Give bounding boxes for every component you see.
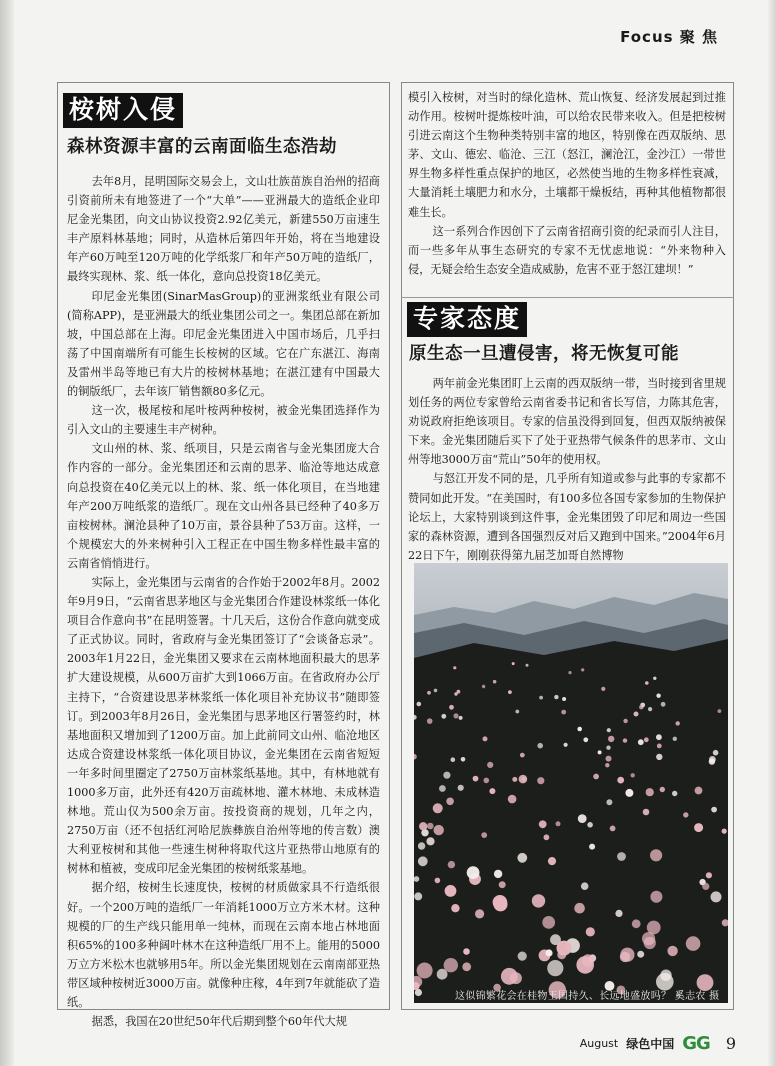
blossom	[554, 695, 558, 699]
blossom	[467, 866, 480, 879]
blossom	[648, 707, 652, 711]
blossom	[589, 844, 595, 850]
blossom	[418, 842, 425, 849]
blossom	[519, 775, 528, 784]
right-article-body	[408, 374, 726, 565]
blossom	[582, 954, 594, 966]
blossom	[709, 756, 716, 763]
paragraph: 据介绍，桉树生长速度快，桉树的材质做家具不行造纸很好。一个200万吨的造纸厂一年消耗1000万立方米木材。这种规模的厂的生产线只能用单一纯林，而现在云南本地占林地面积65%的100多种阔叶林木在这种造纸厂用不上。能用的5000万立方米松木也就够用5年。所以金光集团规划在云南南部亚热带区域种桉树近3000万亩。就像种庄稼，4年到7年就能砍了造纸。	[67, 881, 380, 1010]
blossom	[610, 826, 616, 832]
blossom	[532, 894, 545, 907]
blossom	[645, 681, 649, 685]
blossom	[608, 736, 614, 742]
blossom	[508, 795, 517, 804]
blossom	[702, 883, 709, 890]
blossom	[647, 921, 661, 935]
blossom	[672, 791, 677, 796]
paragraph: 两年前金光集团盯上云南的西双版纳一带，当时接到省里规划任务的两位专家曾给云南省委书记和省长写信，力陈其危害，劝说政府拒绝该项目。专家的信虽没得到回复，但西双版纳被保下来。金光集团随后买下了处于亚热带气候条件的思茅市、文山州等地3000万亩“荒山”50年的使用权。	[408, 377, 726, 467]
blossom	[657, 744, 662, 749]
blossom	[461, 757, 466, 762]
blossom	[615, 910, 622, 917]
right-intro-body	[408, 88, 726, 279]
blossom	[434, 825, 444, 835]
blossom	[427, 691, 431, 695]
blossom	[494, 870, 502, 878]
paragraph: 印尼金光集团(SinarMasGroup)的亚洲浆纸业有限公司(简称APP)，是亚洲最大的纸业集团公司之一。集团总部在新加坡，中国总部在上海。印尼金光集团进入中国市场后，几乎扫荡了中国南端所有可能生长桉树的区域。它在广东湛江、海南及雷州半岛等地已有大片的桉树林基地；在湛江建有中国最大的铜版纸厂，去年该厂销售额80多亿元。	[67, 289, 380, 399]
blossom	[508, 690, 512, 694]
blossom	[441, 714, 446, 719]
blossom	[606, 756, 612, 762]
paragraph: 这一系列合作因创下了云南省招商引资的纪录而引人注目，而一些多年从事生态研究的专家不无忧虑地说：“外来物种入侵，无疑会给生态安全造成威胁，危害不亚于怒江建坝！”	[408, 224, 726, 276]
blossom	[433, 803, 443, 813]
blossom	[653, 677, 656, 680]
blossom	[518, 952, 527, 961]
blossom	[526, 664, 529, 667]
blossom	[417, 702, 422, 707]
blossom	[564, 743, 568, 747]
blossom	[683, 812, 688, 817]
blossom	[581, 882, 589, 890]
blossom	[419, 822, 427, 830]
blossom	[586, 927, 595, 936]
blossom	[482, 685, 485, 688]
blossom	[520, 753, 525, 758]
blossom	[459, 716, 463, 720]
blossom	[673, 737, 677, 741]
blossom	[650, 849, 662, 861]
blossom	[489, 788, 495, 794]
blossom	[623, 738, 627, 742]
blossom	[686, 936, 701, 951]
blossom	[718, 709, 722, 713]
blossom	[548, 857, 556, 865]
blossom	[427, 823, 434, 830]
blossom	[446, 798, 454, 806]
rhododendron-photo	[414, 563, 728, 1003]
blossom	[483, 736, 488, 741]
blossom	[517, 853, 527, 863]
blossom	[426, 837, 434, 845]
blossom	[713, 750, 719, 756]
paragraph: 去年8月，昆明国际交易会上，文山壮族苗族自治州的招商引资前所未有地签进了一个“大单”——亚洲最大的造纸企业印尼金光集团，向文山协议投资2.92亿美元，新建550万亩速生丰产原料林基地；同时，从造林后第四年开始，将在当地建设年产60万吨至120万吨的化学纸浆厂和年产50万吨的造纸厂，最终实现林、浆、纸一体化，意向总投资18亿美元。	[67, 175, 380, 284]
blossom	[578, 814, 587, 823]
blossom	[601, 687, 605, 691]
page-number: 9	[725, 1034, 736, 1053]
blossom	[542, 916, 555, 929]
blossom	[650, 891, 662, 903]
blossom	[695, 787, 703, 795]
blossom	[634, 712, 639, 717]
blossom	[574, 903, 585, 914]
footer-magazine-name: 绿色中国	[626, 1037, 675, 1051]
blossom	[414, 892, 422, 900]
blossom	[706, 872, 712, 878]
blossom	[667, 946, 677, 956]
blossom	[661, 702, 666, 707]
blossom	[499, 881, 506, 888]
blossom	[475, 909, 484, 918]
blossom	[512, 662, 515, 665]
blossom	[448, 861, 455, 868]
blossom	[462, 962, 471, 971]
blossom	[646, 788, 654, 796]
blossom	[451, 904, 459, 912]
blossom	[598, 750, 602, 754]
blossom	[545, 949, 552, 956]
blossom	[620, 948, 634, 962]
paragraph: 与怒江开发不同的是，几乎所有知道或参与此事的专家都不赞同如此开发。“在美国时，有100多位各国专家参加的生物保护论坛上，大家特别谈到这件事，金光集团毁了印尼和周边一些国家的森林资源，遭到各国强烈反对后又跑到中国来。”2004年6月22日下午，刚刚获得第九届芝加哥自然博物	[408, 472, 726, 562]
blossom	[439, 785, 446, 792]
blossom	[638, 739, 644, 745]
blossom	[581, 668, 584, 671]
page-footer	[580, 1033, 736, 1054]
page-edge-shadow-right	[768, 0, 776, 1066]
blossom	[434, 689, 438, 693]
blossom	[515, 710, 519, 714]
blossom	[556, 821, 561, 826]
photo-illustration	[414, 563, 728, 1003]
blossom	[427, 718, 433, 724]
paragraph: 实际上，金光集团与云南省的合作始于2002年8月。2002年9月9日，“云南省思茅地区与金光集团合作建设林浆纸一体化项目合作意向书”在昆明签署。十几天后，这份合作意向就变成了正式协议。同时，省政府与金光集团签订了“会谈备忘录”。2003年1月22日，金光集团又要求在云南林地面积最大的思茅扩大建设规模，从600万亩扩大到1066万亩。在省政府办公厅主持下，“合资建设思茅林浆纸一体化项目补充协议书”随即签订。到2003年8月26日，金光集团与思茅地区行署签约时，林基地面积又增加到了1200万亩。加上此前同文山州、临沧地区达成合资建设林浆纸一体化项目协议，金光集团在云南省短短一年多时间里圈定了2750万亩林浆纸基地。其中，有林地就有1000多万亩，此外还有420万亩疏林地、灌木林地、未成林造林地。荒山仅为500余万亩。按投资商的规划，几年之内，2750万亩（还不包括红河哈尼族彝族自治州等地的传言数）澳大利亚桉树和其他一些速生树种将取代这片亚热带山地原有的树林和植被，变成印尼金光集团的桉树纸浆基地。	[67, 575, 380, 876]
blossom	[444, 958, 458, 972]
paragraph: 据悉，我国在20世纪50年代后期到整个60年代大规	[91, 1015, 347, 1029]
blossom	[656, 734, 662, 740]
blossom	[660, 787, 665, 792]
blossom	[606, 799, 612, 805]
blossom	[711, 891, 722, 902]
blossom	[625, 789, 633, 797]
blossom	[568, 671, 571, 674]
blossom	[632, 919, 641, 928]
blossom	[512, 777, 517, 782]
right-section-badge: 专家态度	[407, 302, 527, 337]
blossom	[694, 823, 703, 832]
blossom	[722, 829, 727, 834]
blossom	[643, 809, 650, 816]
blossom	[639, 705, 643, 709]
blossom	[417, 963, 433, 979]
blossom	[445, 885, 457, 897]
blossom	[454, 692, 457, 695]
blossom	[607, 728, 611, 732]
blossom	[644, 737, 649, 742]
blossom	[458, 785, 464, 791]
blossom	[623, 719, 627, 723]
blossom	[453, 713, 458, 718]
blossom	[561, 710, 566, 715]
blossom	[557, 941, 572, 956]
blossom	[481, 832, 487, 838]
blossom	[711, 807, 717, 813]
blossom	[583, 737, 588, 742]
blossom	[435, 878, 441, 884]
blossom	[537, 777, 544, 784]
blossom	[539, 696, 543, 700]
blossom	[487, 762, 493, 768]
left-section-subtitle: 森林资源丰富的云南面临生态浩劫	[67, 137, 337, 157]
blossom	[676, 721, 680, 725]
blossom	[451, 757, 456, 762]
paragraph: 模引入桉树，对当时的绿化造林、荒山恢复、经济发展起到过推动作用。桉树叶提炼桉叶油，可以给农民带来收入。但是把桉树引进云南这个生物种类特别丰富的地区，特别像在西双版纳、思茅、文山、德宏、临沧、三江（怒江，澜沧江，金沙江）一带世界生物多样性重点保护的地区，必然使当地的生物多样性衰减，大量消耗土壤肥力和水分，土壤都干燥板结，再种其他植物都很难生长。	[408, 91, 726, 219]
blossom	[493, 680, 497, 684]
right-section-subtitle: 原生态一旦遭侵害，将无恢复可能	[409, 344, 679, 364]
blossom	[631, 773, 635, 777]
blossom	[493, 895, 508, 910]
left-article-body	[67, 172, 380, 1031]
blossom	[418, 856, 428, 866]
photo-caption: 这似锦繁花会在桂物王国持久、长远地盛放吗？ 奚志农 摄	[455, 991, 720, 1002]
blossom	[547, 960, 563, 976]
footer-month: August	[579, 1037, 619, 1050]
blossom	[577, 727, 582, 732]
blossom	[539, 820, 547, 828]
blossom	[537, 743, 543, 749]
blossom	[443, 772, 450, 779]
paragraph: 文山州的林、浆、纸项目，只是云南省与金光集团庞大合作内容的一部分。金光集团还和云南的思茅、临沧等地达成意向总投资在40亿美元以上的林、浆、纸一体化项目，在当地建年产200万吨纸浆的造纸厂。现在文山州各县已经种了40多万亩桉树林。澜沧县种了10万亩，景谷县种了53万亩。这样，一个规模宏大的外来树种引入工程正在中国生物多样性最丰富的云南省悄悄进行。	[67, 442, 380, 570]
blossom	[463, 948, 470, 955]
blossom	[473, 776, 479, 782]
section-divider	[401, 297, 734, 298]
blossom	[617, 852, 626, 861]
paragraph: 这一次，极尾桉和尾叶桉两种桉树，被金光集团选择作为引入文山的主要速生丰产树种。	[67, 404, 380, 437]
blossom	[656, 694, 660, 698]
blossom	[605, 763, 609, 767]
page-edge-shadow	[0, 0, 14, 1066]
blossom	[656, 754, 662, 760]
blossom	[544, 834, 550, 840]
blossom	[484, 778, 490, 784]
blossom	[449, 705, 454, 710]
left-section-badge: 桉树入侵	[63, 93, 183, 128]
section-header-label: Focus 聚 焦	[620, 28, 718, 46]
blossom	[453, 666, 456, 669]
blossom	[562, 697, 566, 701]
magazine-logo: GG	[682, 1033, 710, 1054]
blossom	[501, 968, 518, 985]
blossom	[617, 777, 624, 784]
blossom	[637, 951, 644, 958]
blossom	[606, 746, 610, 750]
blossom	[587, 822, 593, 828]
blossom	[593, 774, 599, 780]
